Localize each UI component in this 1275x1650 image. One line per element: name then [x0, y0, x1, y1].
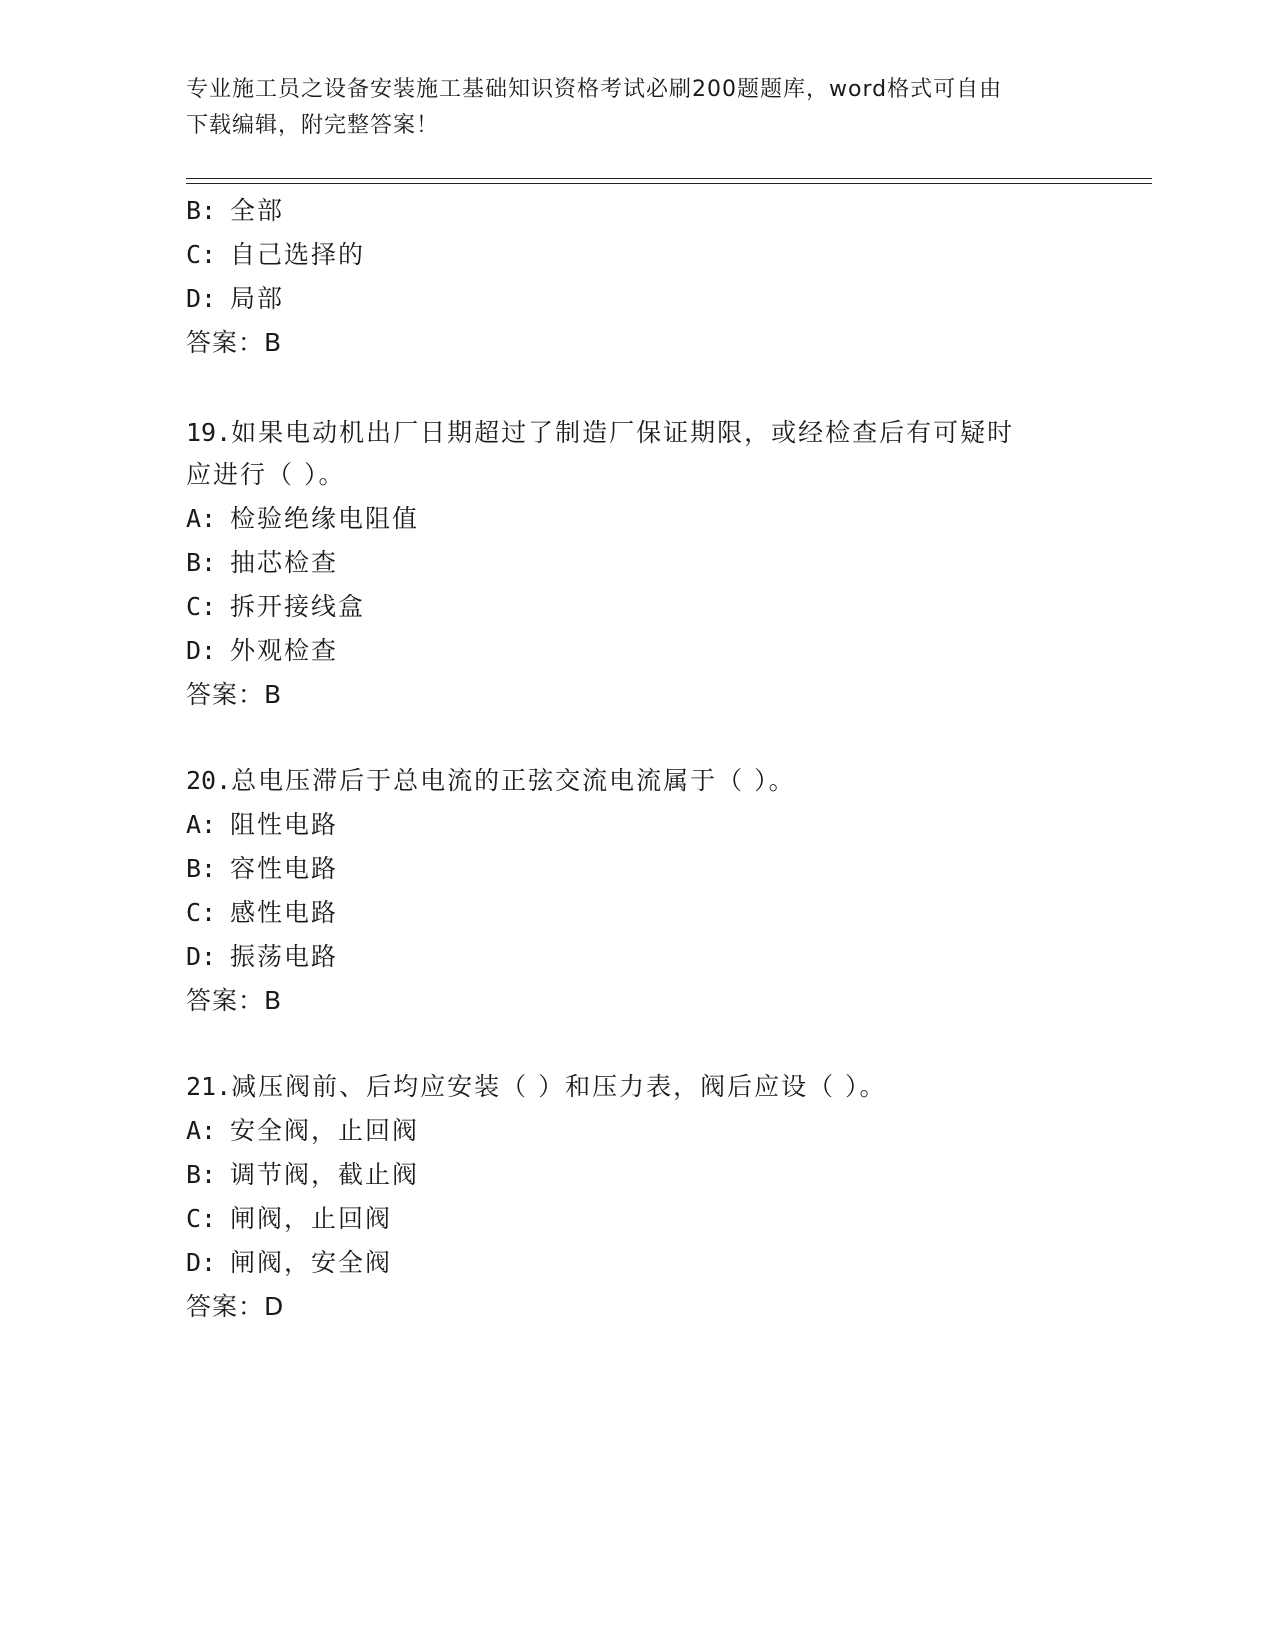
q18-option-c: C: 自己选择的	[186, 240, 366, 269]
header-divider-top	[186, 178, 1152, 179]
q21-answer: 答案：D	[186, 1292, 285, 1321]
q19-option-a: A: 检验绝缘电阻值	[186, 504, 420, 533]
document-header	[186, 72, 1066, 144]
q20-number: 20.	[186, 766, 232, 795]
q19-number: 19.	[186, 418, 232, 447]
header-divider-bottom	[186, 183, 1152, 184]
q21-number: 21.	[186, 1072, 232, 1101]
q21-option-b: B: 调节阀，截止阀	[186, 1160, 420, 1189]
q19-option-d: D: 外观检查	[186, 636, 339, 665]
q19-option-c: C: 拆开接线盒	[186, 592, 366, 621]
q19-answer: 答案：B	[186, 680, 283, 709]
q21-option-c: C: 闸阀，止回阀	[186, 1204, 393, 1233]
q21-option-d: D: 闸阀，安全阀	[186, 1248, 393, 1277]
header-line-1: 专业施工员之设备安装施工基础知识资格考试必刷200题题库，word格式可自由	[186, 77, 1003, 102]
q21-option-a: A: 安全阀，止回阀	[186, 1116, 420, 1145]
q18-option-d: D: 局部	[186, 284, 285, 313]
header-line-2: 下载编辑，附完整答案！	[186, 113, 440, 138]
q19-option-b: B: 抽芯检查	[186, 548, 339, 577]
q20-stem-line-1: 20.总电压滞后于总电流的正弦交流电流属于（ ）。	[186, 766, 796, 795]
q20-option-b: B: 容性电路	[186, 854, 339, 883]
q19-stem-line-1: 19.如果电动机出厂日期超过了制造厂保证期限，或经检查后有可疑时	[186, 418, 1015, 447]
q19-stem-line-2: 应进行（ ）。	[186, 460, 346, 489]
q20-option-c: C: 感性电路	[186, 898, 339, 927]
q18-answer: 答案：B	[186, 328, 283, 357]
q20-option-d: D: 振荡电路	[186, 942, 339, 971]
q20-option-a: A: 阻性电路	[186, 810, 339, 839]
q21-stem-line-1: 21.减压阀前、后均应安装（ ）和压力表，阀后应设（ ）。	[186, 1072, 887, 1101]
q20-answer: 答案：B	[186, 986, 283, 1015]
q18-option-b: B: 全部	[186, 196, 285, 225]
